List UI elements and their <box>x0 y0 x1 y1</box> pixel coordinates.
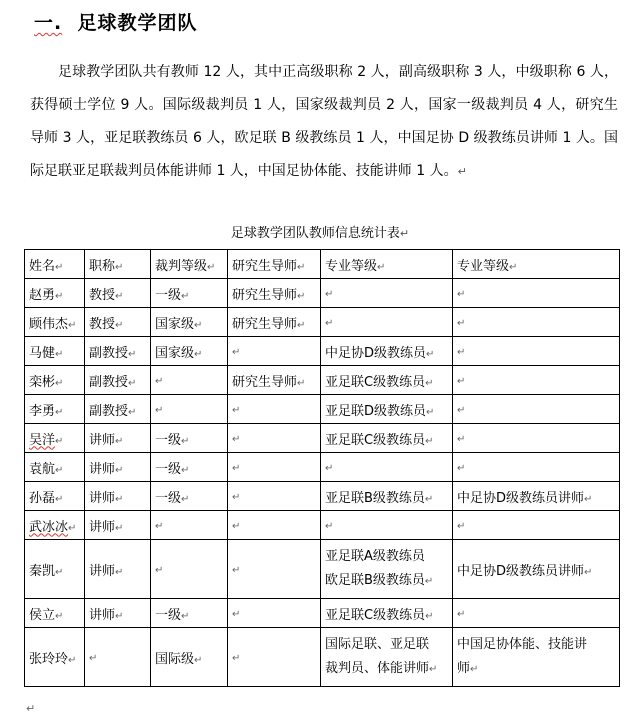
cell-mark: ↵ <box>55 435 64 447</box>
table-cell <box>321 482 453 511</box>
table-cell <box>151 599 228 628</box>
table-cell <box>321 424 453 453</box>
table-row <box>25 628 620 687</box>
cell-mark: ↵ <box>181 610 190 622</box>
cell-mark: ↵ <box>325 520 334 532</box>
table-header-cell <box>321 250 453 279</box>
cell-text: 顾伟杰 <box>29 316 69 332</box>
table-cell <box>321 599 453 628</box>
cell-text: 张玲玲 <box>29 651 69 667</box>
cell-text: 一级 <box>155 490 182 506</box>
table-cell <box>85 540 151 599</box>
cell-text: 亚足联A级教练员 <box>325 548 425 564</box>
cell-text: 欧足联B级教练员 <box>325 572 425 588</box>
table-row <box>25 511 620 540</box>
table-header-cell <box>25 250 85 279</box>
cell-mark: ↵ <box>55 377 64 389</box>
cell-text: 亚足联B级教练员 <box>325 490 425 506</box>
cell-mark: ↵ <box>457 288 466 300</box>
table-cell <box>321 540 453 599</box>
cell-mark: ↵ <box>457 433 466 445</box>
table-cell <box>151 628 228 687</box>
table-cell <box>453 482 620 511</box>
cell-mark: ↵ <box>55 261 64 273</box>
table-cell <box>151 395 228 424</box>
cell-mark: ↵ <box>181 493 190 505</box>
table-row <box>25 395 620 424</box>
cell-text: 一级 <box>155 287 182 303</box>
cell-mark: ↵ <box>424 493 434 505</box>
table-header-cell <box>151 250 228 279</box>
cell-text: 亚足联C级教练员 <box>325 432 426 448</box>
paragraph-text: 足球教学团队共有教师 12 人，其中正高级职称 2 人，副高级职称 3 人，中级职称 6 人，获得硕士学位 9 人。国际级裁判员 1 人，国家级裁判员 2 人，国家一级裁判员 4 人，研究生导师 3 人，亚足联教练员 6 人，欧足联 B 级教练员 1 人，中国足协 D 级教练员讲师 1 人。国际足联亚足联裁判员体能讲师 1 人，中国足协体能、技能讲师 1 人。 <box>30 64 618 179</box>
cell-mark: ↵ <box>509 261 518 273</box>
cell-mark: ↵ <box>55 610 64 622</box>
table-cell <box>85 279 151 308</box>
table-cell <box>85 308 151 337</box>
table-cell <box>228 395 321 424</box>
cell-mark: ↵ <box>457 317 466 329</box>
table-cell <box>85 337 151 366</box>
cell-text: 副教授 <box>89 403 129 419</box>
cell-text: 中足协D级教练员 <box>325 345 427 361</box>
table-cell <box>85 628 151 687</box>
cell-text: 亚足联C级教练员 <box>325 607 426 623</box>
table-cell <box>228 279 321 308</box>
cell-mark: ↵ <box>115 566 124 578</box>
table-caption <box>0 222 640 241</box>
cell-mark: ↵ <box>115 522 124 534</box>
cell-mark: ↵ <box>207 261 216 273</box>
table-cell <box>85 482 151 511</box>
cell-text: 马健 <box>29 345 56 361</box>
table-cell <box>151 366 228 395</box>
cell-text: 教授 <box>89 287 116 303</box>
table-cell <box>453 453 620 482</box>
cell-text: 副教授 <box>89 345 129 361</box>
cell-text: 教授 <box>89 316 116 332</box>
cell-text: 栾彬 <box>29 374 56 390</box>
table-cell <box>25 308 85 337</box>
table-cell <box>25 482 85 511</box>
table-cell <box>453 395 620 424</box>
table-row <box>25 453 620 482</box>
cell-mark: ↵ <box>232 520 241 532</box>
table-cell <box>151 453 228 482</box>
cell-text: 国家级 <box>155 316 195 332</box>
cell-mark: ↵ <box>325 288 334 300</box>
cell-mark: ↵ <box>425 377 434 389</box>
table-cell <box>25 337 85 366</box>
table-row <box>25 337 620 366</box>
table-row <box>25 366 620 395</box>
table-cell <box>228 540 321 599</box>
cell-text: 中足协D级教练员讲师 <box>457 563 585 579</box>
cell-mark: ↵ <box>194 348 203 360</box>
table-cell <box>85 366 151 395</box>
cell-text: 袁航 <box>29 461 56 477</box>
cell-text: 一级 <box>155 607 182 623</box>
cell-text: 中足协D级教练员讲师 <box>457 490 585 506</box>
table-header-row <box>25 250 620 279</box>
table-cell <box>85 424 151 453</box>
cell-mark: ↵ <box>115 435 124 447</box>
cell-mark: ↵ <box>128 406 137 418</box>
cell-mark: ↵ <box>425 610 434 622</box>
cell-mark: ↵ <box>115 261 124 273</box>
table-cell <box>321 628 453 687</box>
table-cell <box>25 540 85 599</box>
cell-mark: ↵ <box>457 375 466 387</box>
table-cell <box>228 308 321 337</box>
table-cell <box>321 511 453 540</box>
table-cell <box>85 511 151 540</box>
paragraph-mark: ↵ <box>457 165 467 178</box>
end-mark: ↵ <box>26 702 36 715</box>
cell-mark: ↵ <box>232 608 241 620</box>
table-cell <box>25 453 85 482</box>
cell-text: 亚足联C级教练员 <box>325 374 426 390</box>
cell-text: 研究生导师 <box>232 316 298 332</box>
table-cell <box>85 395 151 424</box>
table-cell <box>151 540 228 599</box>
table-cell <box>321 308 453 337</box>
table-cell <box>228 482 321 511</box>
cell-text: 副教授 <box>89 374 129 390</box>
cell-text: 孙磊 <box>29 490 56 506</box>
cell-text: 国际足联、亚足联 <box>325 636 430 652</box>
cell-mark: ↵ <box>232 404 241 416</box>
cell-mark: ↵ <box>115 290 124 302</box>
cell-text: 侯立 <box>29 607 56 623</box>
cell-mark: ↵ <box>424 575 434 587</box>
cell-text: 武冰冰 <box>29 519 69 535</box>
cell-text: 秦凯 <box>29 563 56 579</box>
intro-paragraph <box>30 56 618 188</box>
table-header-cell <box>228 250 321 279</box>
table-cell <box>453 308 620 337</box>
table-row <box>25 599 620 628</box>
table-cell <box>25 366 85 395</box>
cell-mark: ↵ <box>155 564 164 576</box>
cell-mark: ↵ <box>232 491 241 503</box>
cell-mark: ↵ <box>584 566 593 578</box>
cell-mark: ↵ <box>68 319 77 331</box>
cell-text: 讲师 <box>89 432 116 448</box>
cell-mark: ↵ <box>115 610 124 622</box>
cell-mark: ↵ <box>425 435 434 447</box>
table-row <box>25 424 620 453</box>
cell-mark: ↵ <box>155 520 164 532</box>
caption-text: 足球教学团队教师信息统计表 <box>230 226 400 241</box>
table-cell <box>228 337 321 366</box>
cell-text: 裁判等级 <box>155 258 208 274</box>
cell-text: 一级 <box>155 461 182 477</box>
cell-mark: ↵ <box>68 522 77 534</box>
cell-text: 国际级 <box>155 651 195 667</box>
table-cell <box>85 599 151 628</box>
cell-mark: ↵ <box>457 404 466 416</box>
cell-mark: ↵ <box>457 462 466 474</box>
cell-mark: ↵ <box>55 566 64 578</box>
table-cell <box>453 628 620 687</box>
table-cell <box>25 395 85 424</box>
table-cell <box>25 628 85 687</box>
table-cell <box>25 424 85 453</box>
cell-mark: ↵ <box>155 404 164 416</box>
cell-mark: ↵ <box>194 319 203 331</box>
table-cell <box>321 453 453 482</box>
cell-mark: ↵ <box>55 348 64 360</box>
cell-mark: ↵ <box>457 346 466 358</box>
table-cell <box>228 424 321 453</box>
teacher-info-table <box>24 249 620 687</box>
cell-mark: ↵ <box>426 406 435 418</box>
cell-mark: ↵ <box>55 290 64 302</box>
cell-mark: ↵ <box>68 654 77 666</box>
cell-mark: ↵ <box>232 433 241 445</box>
cell-mark: ↵ <box>470 663 479 675</box>
table-cell <box>453 599 620 628</box>
table-row <box>25 540 620 599</box>
cell-text: 李勇 <box>29 403 56 419</box>
table-row <box>25 308 620 337</box>
section-heading <box>34 8 197 35</box>
cell-mark: ↵ <box>181 290 190 302</box>
cell-mark: ↵ <box>55 464 64 476</box>
table-header-cell <box>85 250 151 279</box>
table-cell <box>151 424 228 453</box>
cell-text: 一级 <box>155 432 182 448</box>
table-cell <box>25 511 85 540</box>
cell-text: 专业等级 <box>325 258 378 274</box>
cell-text: 吴洋 <box>29 432 56 448</box>
cell-text: 讲师 <box>89 519 116 535</box>
cell-text: 裁判员、体能讲师 <box>325 660 430 676</box>
cell-text: 研究生导师 <box>232 258 298 274</box>
cell-mark: ↵ <box>457 520 466 532</box>
cell-text: 亚足联D级教练员 <box>325 403 427 419</box>
cell-text: 研究生导师 <box>232 287 298 303</box>
table-cell <box>453 366 620 395</box>
cell-text: 讲师 <box>89 461 116 477</box>
cell-mark: ↵ <box>115 319 124 331</box>
cell-mark: ↵ <box>89 652 98 664</box>
table-cell <box>228 511 321 540</box>
cell-mark: ↵ <box>377 261 386 273</box>
cell-mark: ↵ <box>297 319 306 331</box>
cell-text: 讲师 <box>89 563 116 579</box>
cell-mark: ↵ <box>194 654 203 666</box>
cell-mark: ↵ <box>232 652 241 664</box>
section-number: 一. <box>34 12 63 34</box>
table-cell <box>228 628 321 687</box>
table-cell <box>151 337 228 366</box>
cell-mark: ↵ <box>155 375 164 387</box>
cell-mark: ↵ <box>297 290 306 302</box>
table-cell <box>25 599 85 628</box>
cell-mark: ↵ <box>232 346 241 358</box>
cell-mark: ↵ <box>325 462 334 474</box>
cell-text: 讲师 <box>89 490 116 506</box>
table-cell <box>453 424 620 453</box>
table-cell <box>321 366 453 395</box>
cell-mark: ↵ <box>181 464 190 476</box>
cell-mark: ↵ <box>232 462 241 474</box>
table-cell <box>228 453 321 482</box>
cell-mark: ↵ <box>232 564 241 576</box>
table-cell <box>453 279 620 308</box>
table-cell <box>228 599 321 628</box>
cell-mark: ↵ <box>115 464 124 476</box>
cell-text: 讲师 <box>89 607 116 623</box>
table-row <box>25 279 620 308</box>
table-cell <box>453 511 620 540</box>
table-cell <box>151 308 228 337</box>
cell-mark: ↵ <box>457 608 466 620</box>
table-cell <box>453 540 620 599</box>
caption-mark: ↵ <box>399 227 410 240</box>
cell-text: 职称 <box>89 258 116 274</box>
table-header-cell <box>453 250 620 279</box>
cell-text: 中国足协体能、技能讲 <box>457 636 588 652</box>
cell-text: 师 <box>457 660 471 676</box>
table-cell <box>25 279 85 308</box>
table-cell <box>151 482 228 511</box>
cell-mark: ↵ <box>297 261 306 273</box>
cell-text: 赵勇 <box>29 287 56 303</box>
table-cell <box>151 279 228 308</box>
table-cell <box>321 395 453 424</box>
cell-mark: ↵ <box>181 435 190 447</box>
cell-mark: ↵ <box>584 493 593 505</box>
table-cell <box>453 337 620 366</box>
cell-mark: ↵ <box>325 317 334 329</box>
table-row <box>25 482 620 511</box>
cell-mark: ↵ <box>55 406 64 418</box>
table-cell <box>85 453 151 482</box>
table-cell <box>321 279 453 308</box>
table-cell <box>151 511 228 540</box>
cell-mark: ↵ <box>55 493 64 505</box>
cell-mark: ↵ <box>128 348 137 360</box>
cell-mark: ↵ <box>297 377 306 389</box>
cell-mark: ↵ <box>429 663 438 675</box>
cell-text: 研究生导师 <box>232 374 298 390</box>
cell-mark: ↵ <box>115 493 124 505</box>
cell-text: 专业等级 <box>457 258 510 274</box>
table-cell <box>228 366 321 395</box>
cell-mark: ↵ <box>128 377 137 389</box>
table-cell <box>321 337 453 366</box>
cell-mark: ↵ <box>426 348 435 360</box>
cell-text: 国家级 <box>155 345 195 361</box>
section-title: 足球教学团队 <box>77 12 198 34</box>
cell-text: 姓名 <box>29 258 56 274</box>
